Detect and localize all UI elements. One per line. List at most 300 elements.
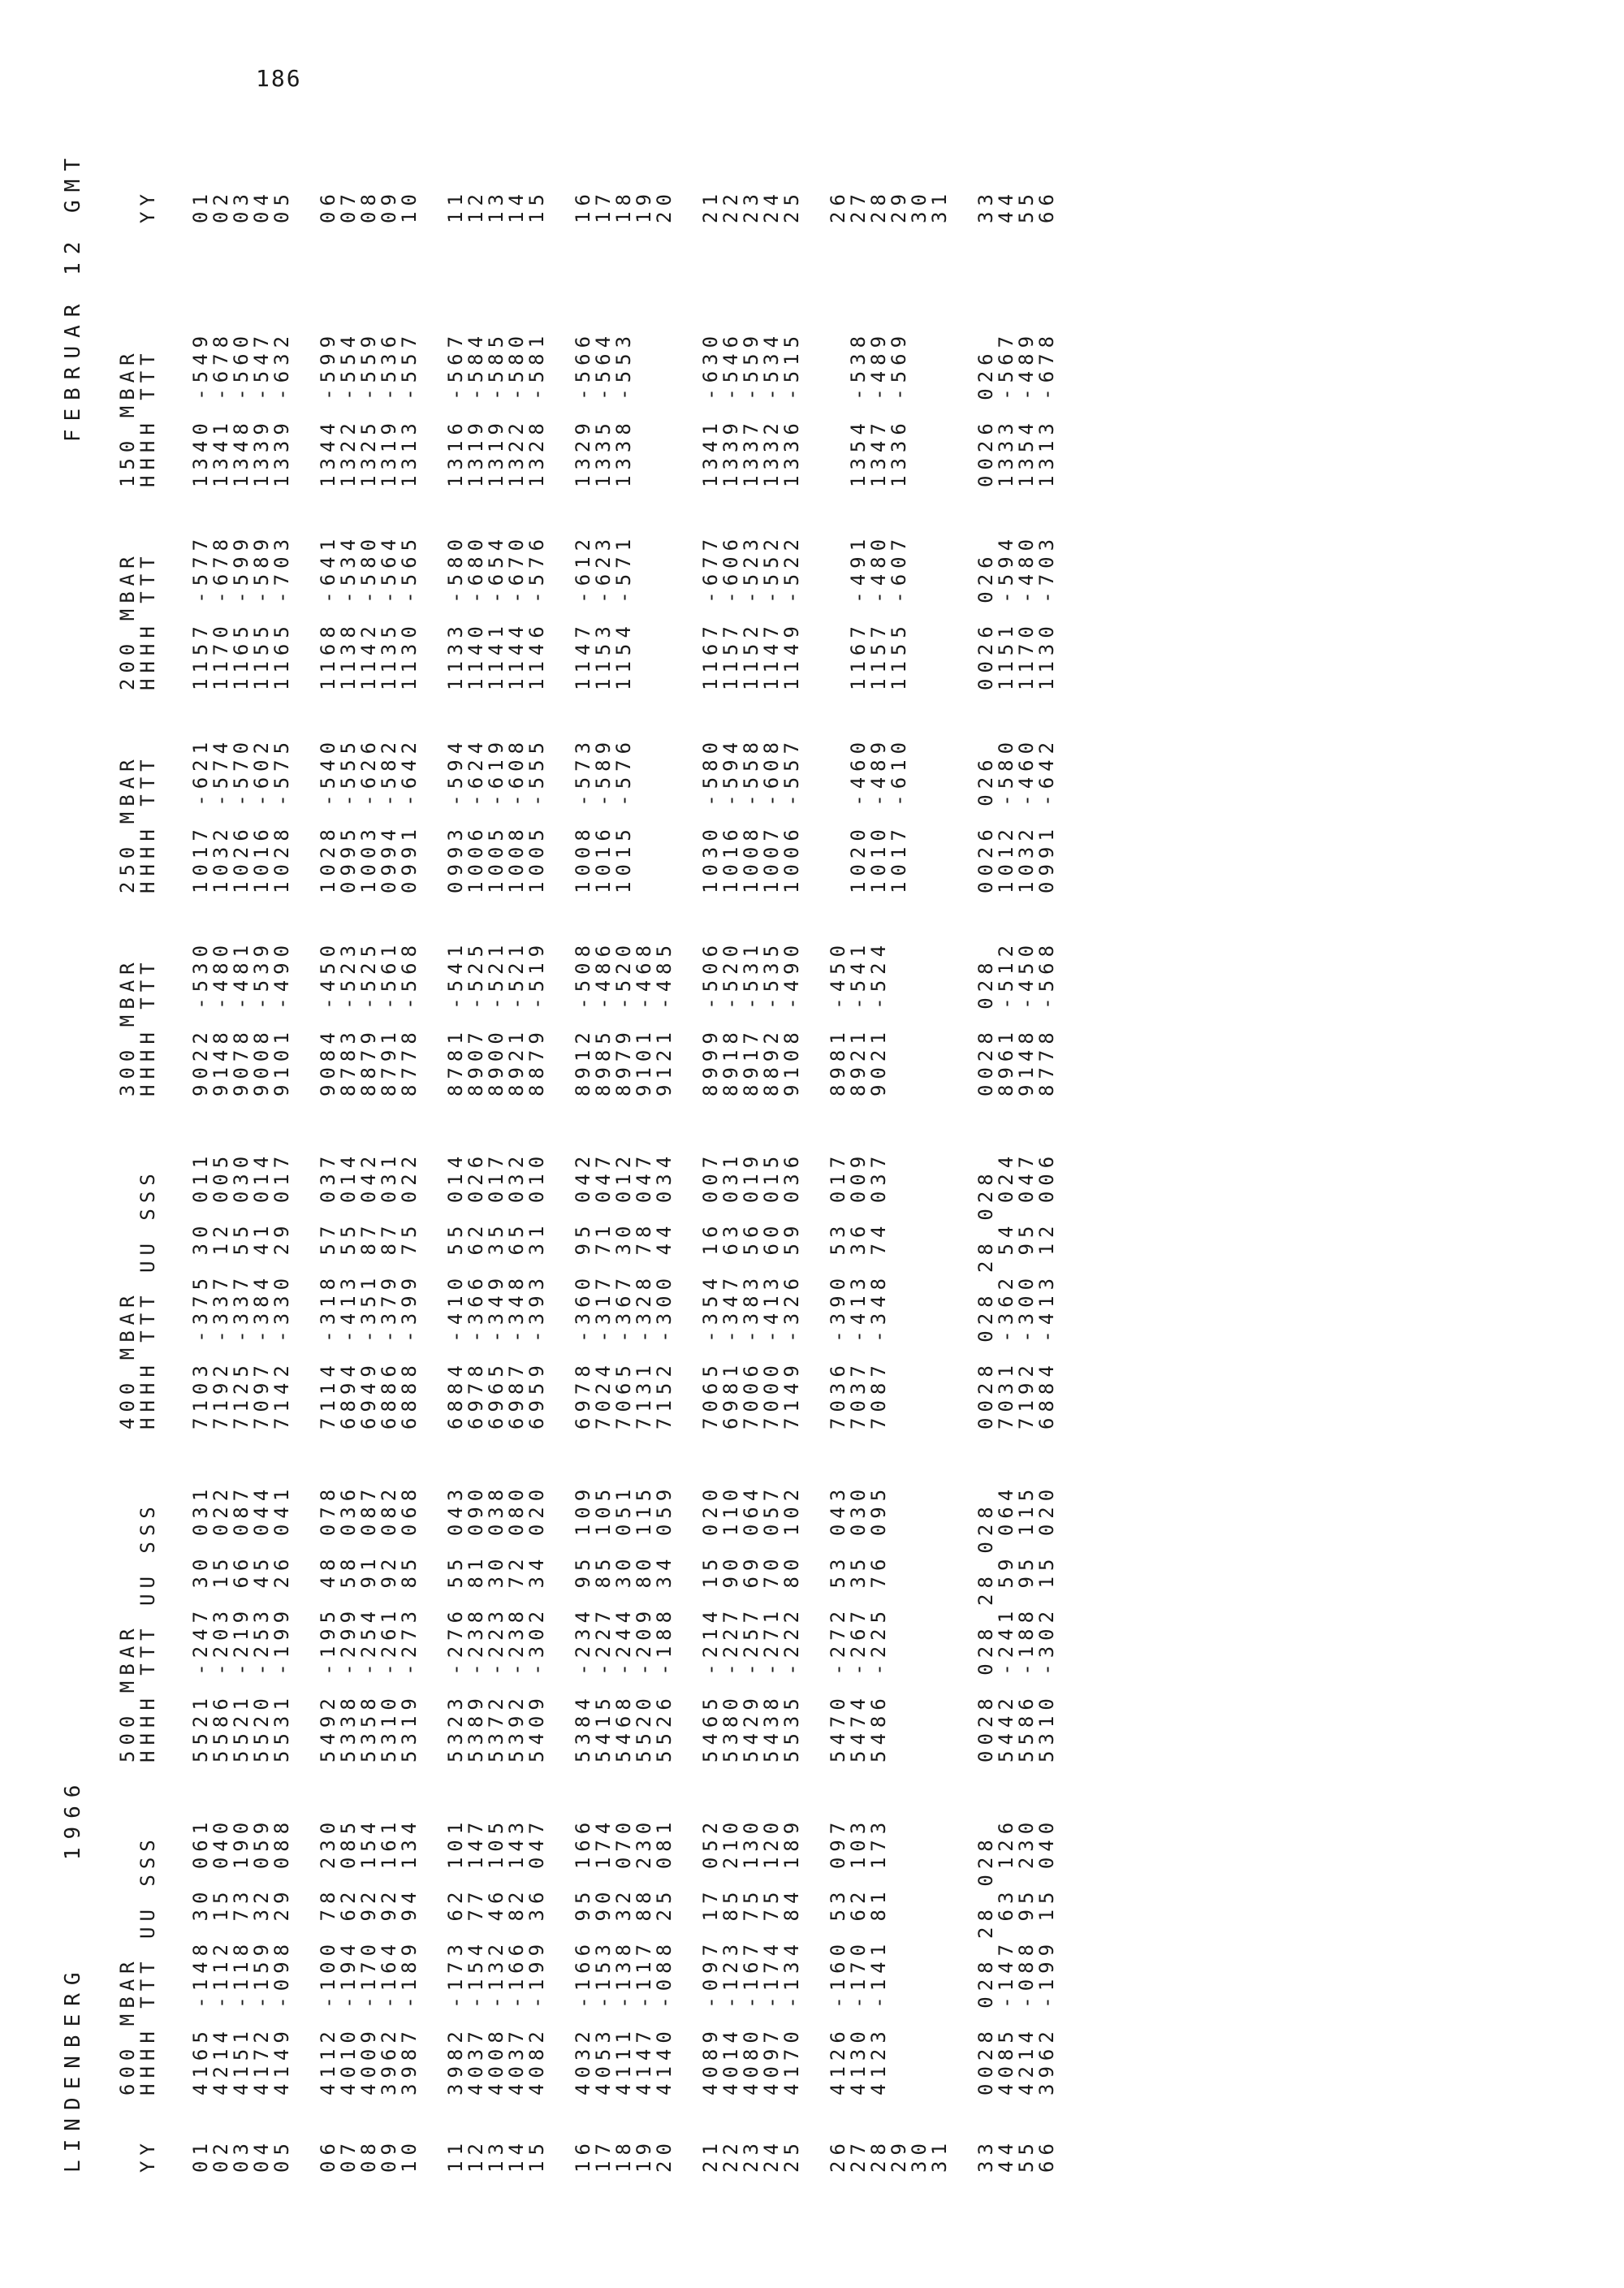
- row-group: [446, 1484, 547, 1762]
- table-row: 1152 -523: [740, 533, 762, 690]
- table-row: 4009 -170 92 154: [357, 1816, 380, 2096]
- table-row: 1032 -460: [1015, 736, 1038, 893]
- table-row: 31: [928, 188, 951, 223]
- row-group: [828, 188, 950, 223]
- row-group: [446, 534, 547, 690]
- table-row: 5358 -254 91 087: [357, 1483, 380, 1762]
- table-row: 13: [485, 188, 508, 223]
- row-group: [318, 940, 420, 1096]
- table-row: 8981 -450: [827, 939, 849, 1096]
- table-row: 7065 -367 30 012: [612, 1150, 635, 1429]
- table-row: 1313 -678: [1035, 330, 1058, 487]
- table-row: 0995 -555: [337, 736, 360, 893]
- row-group: [191, 188, 292, 223]
- table-row: 8778 -568: [1035, 939, 1058, 1096]
- table-row: 0028 028: [974, 957, 997, 1096]
- table-row: 14: [505, 2138, 528, 2173]
- table-row: 1028 -540: [317, 736, 339, 893]
- table-row: 6978 -366 62 026: [464, 1150, 487, 1429]
- row-group: [701, 940, 802, 1096]
- table-row: 4111 -138 32 070: [612, 1816, 635, 2096]
- table-row: 1170 -480: [1015, 533, 1038, 690]
- table-row: 6884 -413 12 006: [1035, 1150, 1058, 1429]
- level-label: [118, 188, 138, 223]
- table-row: 4151 -118 73 190: [230, 1816, 253, 2096]
- table-row: 7036 -390 53 017: [827, 1150, 849, 1429]
- table-row: 07: [337, 188, 360, 223]
- table-row: 6888 -399 75 022: [398, 1150, 421, 1429]
- table-row: [654, 331, 675, 487]
- row-group: [191, 1484, 292, 1762]
- row-group: [191, 940, 292, 1096]
- table-row: 30: [908, 188, 931, 223]
- table-row: 1167 -677: [699, 533, 722, 690]
- table-row: 3962 -199 15 040: [1035, 1816, 1058, 2096]
- table-row: 8912 -508: [572, 939, 594, 1096]
- table-row: 1354 -489: [1015, 330, 1038, 487]
- table-row: 8900 -521: [485, 939, 508, 1096]
- table-row: 1151 -594: [995, 533, 1017, 690]
- table-row: 11: [444, 188, 467, 223]
- table-row: 1325 -559: [357, 330, 380, 487]
- table-row: 4053 -153 90 174: [592, 1816, 615, 2096]
- table-row: 1348 -560: [230, 330, 253, 487]
- level-label: 200 MBAR: [116, 551, 139, 690]
- table-row: 4037 -166 82 143: [505, 1816, 528, 2096]
- table-row: 3962 -164 92 161: [378, 1816, 400, 2096]
- table-row: 5586 -188 95 115: [1015, 1483, 1038, 1762]
- table-row: [634, 331, 654, 487]
- table-row: 4037 -154 77 147: [464, 1816, 487, 2096]
- table-row: [930, 331, 950, 487]
- table-row: 1147 -552: [760, 533, 783, 690]
- table-row: 9008 -539: [250, 939, 273, 1096]
- table-row: 8921 -521: [505, 939, 528, 1096]
- table-row: 8783 -523: [337, 939, 360, 1096]
- table-row: 5486 -225 76 095: [867, 1483, 890, 1762]
- column-250-mbar: [118, 737, 1083, 893]
- table-row: 04: [250, 188, 273, 223]
- data-table-sheet: [61, 118, 1563, 2173]
- table-row: 1170 -678: [209, 533, 232, 690]
- table-row: 05: [270, 2138, 293, 2173]
- table-row: 4080 -167 75 130: [740, 1816, 762, 2096]
- table-row: [909, 1484, 930, 1762]
- table-row: 9108 -490: [780, 939, 803, 1096]
- table-row: 6981 -347 63 031: [719, 1150, 742, 1429]
- table-row: 1146 -576: [525, 533, 548, 690]
- table-row: [889, 1484, 909, 1762]
- level-label: 300 MBAR: [116, 957, 139, 1096]
- table-row: 5468 -244 30 051: [612, 1483, 635, 1762]
- table-header: [61, 118, 93, 2173]
- table-row: 28: [867, 188, 890, 223]
- table-row: 1155 -607: [888, 533, 910, 690]
- table-row: 12: [464, 188, 487, 223]
- row-group: [318, 2138, 420, 2173]
- table-row: 1016 -602: [250, 736, 273, 893]
- row-group: [573, 940, 675, 1096]
- table-row: 1336 -515: [780, 330, 803, 487]
- column-300-mbar: [118, 940, 1083, 1096]
- table-row: 1340 -549: [189, 330, 212, 487]
- table-row: 4165 -148 30 061: [189, 1816, 212, 2096]
- table-row: 7149 -326 59 036: [780, 1150, 803, 1429]
- row-group: [318, 188, 420, 223]
- table-row: 5526 -188 34 059: [653, 1483, 676, 1762]
- row-group: [976, 331, 1057, 487]
- table-row: 1140 -680: [464, 533, 487, 690]
- table-row: 4170 -134 84 189: [780, 1816, 803, 2096]
- table-row: 1165 -703: [270, 533, 293, 690]
- table-row: 26: [827, 2138, 849, 2173]
- table-row: 3982 -173 62 101: [444, 1816, 467, 2096]
- table-row: 8879 -525: [357, 939, 380, 1096]
- column-header: HHHH TTT UU SSS: [136, 1168, 159, 1429]
- table-row: 8999 -506: [699, 939, 722, 1096]
- table-row: 1020 -460: [847, 736, 870, 893]
- table-row: 9078 -481: [230, 939, 253, 1096]
- row-group: [573, 737, 675, 893]
- row-group: [976, 1817, 1057, 2096]
- table-row: 9022 -530: [189, 939, 212, 1096]
- table-row: 5520 -253 45 044: [250, 1483, 273, 1762]
- table-row: 1339 -546: [719, 330, 742, 487]
- table-row: 1010 -489: [867, 736, 890, 893]
- table-row: 1167 -491: [847, 533, 870, 690]
- table-row: 4214 -112 15 040: [209, 1816, 232, 2096]
- table-row: 44: [995, 188, 1017, 223]
- table-row: 4147 -117 88 230: [633, 1816, 655, 2096]
- table-row: 9101 -490: [270, 939, 293, 1096]
- table-row: 1006 -557: [780, 736, 803, 893]
- row-group: [573, 534, 675, 690]
- table-row: 0028 028 28 028: [974, 1834, 997, 2096]
- table-row: 1141 -654: [485, 533, 508, 690]
- table-row: 55: [1015, 188, 1038, 223]
- column-header: HHHH TTT: [136, 957, 159, 1096]
- table-row: 1017 -610: [888, 736, 910, 893]
- page-number: 186: [256, 65, 302, 92]
- column-200-mbar: [118, 534, 1083, 690]
- table-row: 1135 -564: [378, 533, 400, 690]
- table-row: 16: [572, 188, 594, 223]
- table-row: 5323 -276 55 043: [444, 1483, 467, 1762]
- table-row: 6894 -413 55 014: [337, 1150, 360, 1429]
- table-row: 31: [928, 2138, 951, 2173]
- table-row: 5520 -209 80 115: [633, 1483, 655, 1762]
- table-row: 23: [740, 188, 762, 223]
- table-row: 1337 -559: [740, 330, 762, 487]
- column-150-mbar: [118, 331, 1083, 487]
- table-row: 66: [1035, 188, 1058, 223]
- table-row: 23: [740, 2138, 762, 2173]
- table-row: 1026 -570: [230, 736, 253, 893]
- table-row: 7131 -328 78 047: [633, 1150, 655, 1429]
- row-group: [573, 1484, 675, 1762]
- table-row: 24: [760, 188, 783, 223]
- table-row: 1341 -630: [699, 330, 722, 487]
- table-row: 1005 -619: [485, 736, 508, 893]
- table-row: 6987 -348 65 032: [505, 1150, 528, 1429]
- table-row: [654, 737, 675, 893]
- table-row: 4214 -088 95 230: [1015, 1816, 1038, 2096]
- table-row: 8791 -561: [378, 939, 400, 1096]
- table-row: 1165 -599: [230, 533, 253, 690]
- row-group: [976, 1151, 1057, 1429]
- row-group: [701, 331, 802, 487]
- table-row: 21: [699, 188, 722, 223]
- column-yy-left: [118, 2138, 1083, 2173]
- table-row: 4112 -100 78 230: [317, 1816, 339, 2096]
- row-group: [828, 1151, 950, 1429]
- row-group: [318, 737, 420, 893]
- row-group: [701, 1817, 802, 2096]
- table-row: 55: [1015, 2138, 1038, 2173]
- row-group: [701, 2138, 802, 2173]
- table-row: 5492 -195 48 078: [317, 1483, 339, 1762]
- table-row: 13: [485, 2138, 508, 2173]
- table-row: 19: [633, 188, 655, 223]
- station-title: [61, 1777, 85, 2173]
- table-row: 20: [653, 188, 676, 223]
- table-row: 15: [525, 2138, 548, 2173]
- table-row: 5389 -238 81 090: [464, 1483, 487, 1762]
- table-row: 1347 -489: [867, 330, 890, 487]
- table-row: 0026 026: [974, 754, 997, 893]
- table-row: 03: [230, 188, 253, 223]
- table-row: 0028 028 28 028: [974, 1168, 997, 1429]
- table-row: 1005 -555: [525, 736, 548, 893]
- table-row: 8778 -568: [398, 939, 421, 1096]
- table-row: 1328 -581: [525, 330, 548, 487]
- table-row: 11: [444, 2138, 467, 2173]
- table-row: 0993 -594: [444, 736, 467, 893]
- row-group: [828, 534, 950, 690]
- table-row: 6978 -360 95 042: [572, 1150, 594, 1429]
- level-label: 150 MBAR: [116, 348, 139, 487]
- row-group: [446, 188, 547, 223]
- row-group: [191, 1817, 292, 2096]
- table-row: [889, 940, 909, 1096]
- table-row: 4032 -166 95 166: [572, 1816, 594, 2096]
- table-row: [909, 940, 930, 1096]
- row-group: [446, 1817, 547, 2096]
- table-row: 14: [505, 188, 528, 223]
- table-row: 1154 -571: [612, 533, 635, 690]
- table-row: 08: [357, 188, 380, 223]
- table-row: [909, 737, 930, 893]
- table-row: 1157 -480: [867, 533, 890, 690]
- row-group: [976, 940, 1057, 1096]
- table-row: 1012 -580: [995, 736, 1017, 893]
- row-group: [191, 1151, 292, 1429]
- table-row: 1008 -573: [572, 736, 594, 893]
- table-row: 21: [699, 2138, 722, 2173]
- table-row: 4172 -159 32 059: [250, 1816, 273, 2096]
- column-500-mbar: [118, 1484, 1083, 1762]
- table-row: 7024 -317 71 047: [592, 1150, 615, 1429]
- table-row: 6949 -351 87 042: [357, 1150, 380, 1429]
- table-row: [828, 534, 849, 690]
- table-row: 4123 -141 81 173: [867, 1816, 890, 2096]
- table-row: 16: [572, 2138, 594, 2173]
- row-group: [701, 1484, 802, 1762]
- table-row: 7152 -300 44 034: [653, 1150, 676, 1429]
- table-row: 1333 -567: [995, 330, 1017, 487]
- column-header: HHHH TTT UU SSS: [136, 1834, 159, 2096]
- table-row: [828, 331, 849, 487]
- table-row: 1341 -678: [209, 330, 232, 487]
- table-row: 22: [719, 2138, 742, 2173]
- row-group: [318, 331, 420, 487]
- table-row: 1168 -641: [317, 533, 339, 690]
- table-row: 7114 -318 57 037: [317, 1150, 339, 1429]
- column-400-mbar: [118, 1151, 1083, 1429]
- table-row: 5442 -241 59 064: [995, 1483, 1017, 1762]
- table-row: 12: [464, 2138, 487, 2173]
- row-group: [318, 1817, 420, 2096]
- table-row: 4014 -123 85 210: [719, 1816, 742, 2096]
- table-row: 9121 -485: [653, 939, 676, 1096]
- table-row: 7065 -354 16 007: [699, 1150, 722, 1429]
- column-header: YY: [136, 188, 159, 223]
- table-row: 1008 -558: [740, 736, 762, 893]
- table-row: 7037 -413 36 009: [847, 1150, 870, 1429]
- table-row: 4130 -170 62 103: [847, 1816, 870, 2096]
- table-row: 10: [398, 188, 421, 223]
- table-row: 25: [780, 2138, 803, 2173]
- table-row: 1319 -584: [464, 330, 487, 487]
- table-row: [909, 331, 930, 487]
- table-row: 33: [974, 188, 997, 223]
- table-row: 1329 -566: [572, 330, 594, 487]
- table-row: 1130 -565: [398, 533, 421, 690]
- table-row: 17: [592, 2138, 615, 2173]
- table-row: 7000 -413 60 015: [760, 1150, 783, 1429]
- table-row: 5415 -227 85 105: [592, 1483, 615, 1762]
- table-row: 5474 -267 35 030: [847, 1483, 870, 1762]
- table-row: 9084 -450: [317, 939, 339, 1096]
- table-row: 01: [189, 188, 212, 223]
- row-group: [573, 188, 675, 223]
- table-row: 1138 -534: [337, 533, 360, 690]
- row-group: [976, 188, 1057, 223]
- table-row: 0994 -582: [378, 736, 400, 893]
- table-row: [930, 534, 950, 690]
- row-group: [573, 331, 675, 487]
- table-row: 5310 -261 92 082: [378, 1483, 400, 1762]
- level-label: 600 MBAR: [116, 1956, 139, 2096]
- year: 1966: [61, 1776, 85, 1861]
- table-row: 1147 -612: [572, 533, 594, 690]
- table-row: 5438 -271 70 057: [760, 1483, 783, 1762]
- station-name: LINDENBERG: [61, 1964, 85, 2173]
- table-row: 02: [209, 188, 232, 223]
- table-row: [930, 737, 950, 893]
- table-row: 1130 -703: [1035, 533, 1058, 690]
- table-row: 1336 -569: [888, 330, 910, 487]
- table-row: 1313 -557: [398, 330, 421, 487]
- table-row: 06: [317, 188, 339, 223]
- table-row: [634, 737, 654, 893]
- table-row: 1028 -575: [270, 736, 293, 893]
- table-row: [930, 1817, 950, 2096]
- row-group: [701, 1151, 802, 1429]
- column-header: HHHH TTT UU SSS: [136, 1501, 159, 1762]
- table-row: 1332 -534: [760, 330, 783, 487]
- table-row: 07: [337, 2138, 360, 2173]
- table-row: 04: [250, 2138, 273, 2173]
- table-row: 8979 -520: [612, 939, 635, 1096]
- table-row: 0026 026: [974, 551, 997, 690]
- table-row: [634, 534, 654, 690]
- table-row: 09: [378, 2138, 400, 2173]
- table-row: 09: [378, 188, 400, 223]
- table-row: 1153 -623: [592, 533, 615, 690]
- row-group: [446, 737, 547, 893]
- level-label: 400 MBAR: [116, 1290, 139, 1429]
- level-label: [118, 2138, 138, 2173]
- table-row: 1319 -585: [485, 330, 508, 487]
- row-group: [828, 331, 950, 487]
- table-row: 27: [847, 2138, 870, 2173]
- table-row: 6886 -379 87 031: [378, 1150, 400, 1429]
- row-group: [318, 1151, 420, 1429]
- table-row: [909, 1151, 930, 1429]
- table-row: 1016 -589: [592, 736, 615, 893]
- table-row: 8961 -512: [995, 939, 1017, 1096]
- table-row: 5392 -238 72 080: [505, 1483, 528, 1762]
- table-row: 22: [719, 188, 742, 223]
- table-row: [909, 1817, 930, 2096]
- table-row: 1016 -594: [719, 736, 742, 893]
- column-600-mbar: [118, 1817, 1083, 2096]
- table-row: 1316 -567: [444, 330, 467, 487]
- table-row: 0991 -642: [1035, 736, 1058, 893]
- table-row: 1003 -626: [357, 736, 380, 893]
- row-group: [446, 1151, 547, 1429]
- table-row: 4149 -098 29 088: [270, 1816, 293, 2096]
- table-row: 1030 -580: [699, 736, 722, 893]
- table-row: 9021 -524: [867, 939, 890, 1096]
- table-row: 1007 -608: [760, 736, 783, 893]
- table-row: 1015 -576: [612, 736, 635, 893]
- month-time-title: FEBRUAR 12 GMT: [61, 150, 85, 443]
- table-row: 1322 -580: [505, 330, 528, 487]
- table-row: 44: [995, 2138, 1017, 2173]
- table-row: 7125 -337 55 030: [230, 1150, 253, 1429]
- row-group: [318, 1484, 420, 1762]
- table-row: 8781 -541: [444, 939, 467, 1096]
- table-row: 0991 -642: [398, 736, 421, 893]
- table-row: 6959 -393 31 010: [525, 1150, 548, 1429]
- table-row: 1149 -522: [780, 533, 803, 690]
- table-row: 8907 -525: [464, 939, 487, 1096]
- table-row: 28: [867, 2138, 890, 2173]
- table-row: 01: [189, 2138, 212, 2173]
- table-row: 5338 -299 58 036: [337, 1483, 360, 1762]
- table-row: 5384 -234 95 109: [572, 1483, 594, 1762]
- table-row: 9148 -450: [1015, 939, 1038, 1096]
- row-group: [446, 2138, 547, 2173]
- table-row: 08: [357, 2138, 380, 2173]
- table-row: 27: [847, 188, 870, 223]
- table-row: [889, 1151, 909, 1429]
- column-header: HHHH TTT: [136, 754, 159, 893]
- table-row: 7097 -384 41 014: [250, 1150, 273, 1429]
- table-row: 5465 -214 15 020: [699, 1483, 722, 1762]
